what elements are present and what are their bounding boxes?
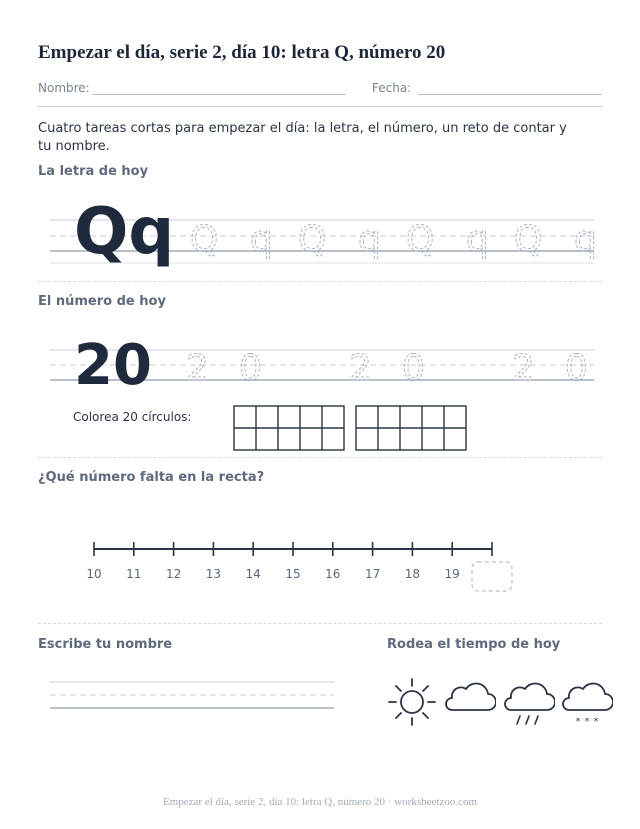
letter-trace-glyph[interactable]: Q bbox=[190, 219, 219, 260]
section-divider bbox=[38, 457, 602, 458]
page-title: Empezar el día, serie 2, día 10: letra Q, número 20 bbox=[38, 42, 446, 63]
number-trace-glyph[interactable]: 2 bbox=[512, 348, 535, 389]
number-line-heading: ¿Qué número falta en la recta? bbox=[38, 470, 265, 485]
number-section-heading: El número de hoy bbox=[38, 294, 166, 309]
letter-tracing-area[interactable] bbox=[38, 190, 602, 280]
name-section-heading: Escribe tu nombre bbox=[38, 637, 173, 652]
rain-cloud-icon[interactable] bbox=[503, 680, 555, 728]
weather-section-heading: Rodea el tiempo de hoy bbox=[387, 637, 561, 652]
number-line-label: 10 bbox=[86, 567, 102, 581]
number-line-label: 15 bbox=[285, 567, 301, 581]
number-tracing-area[interactable] bbox=[38, 320, 602, 392]
cloud-icon[interactable] bbox=[444, 680, 496, 714]
number-line bbox=[80, 536, 520, 596]
letter-trace-glyph[interactable]: q bbox=[466, 219, 489, 260]
number-model: 20 bbox=[74, 333, 152, 392]
number-trace-glyph[interactable]: 2 bbox=[186, 348, 209, 389]
letter-trace-glyph[interactable]: Q bbox=[298, 219, 327, 260]
section-divider bbox=[38, 281, 602, 282]
intro-text: Cuatro tareas cortas para empezar el día: la letra, el número, un reto de contar y tu nombre. bbox=[38, 121, 567, 154]
number-trace-glyph[interactable]: 0 bbox=[402, 348, 425, 389]
letter-trace-glyph[interactable]: q bbox=[250, 219, 273, 260]
number-trace-glyph[interactable]: 2 bbox=[349, 348, 372, 389]
number-trace-glyph[interactable]: 0 bbox=[565, 348, 588, 389]
letter-trace-glyph[interactable]: Q bbox=[406, 219, 435, 260]
sun-icon[interactable] bbox=[386, 676, 438, 728]
number-line-label: 11 bbox=[126, 567, 142, 581]
number-line-label: 17 bbox=[364, 567, 381, 581]
svg-text:*: * bbox=[593, 717, 599, 727]
number-line-label: 12 bbox=[165, 567, 182, 581]
number-line-label: 14 bbox=[245, 567, 261, 581]
svg-text:*: * bbox=[575, 717, 581, 727]
section-divider bbox=[38, 623, 602, 624]
name-writing-lines[interactable] bbox=[38, 672, 338, 716]
letter-trace-glyph[interactable]: Q bbox=[514, 219, 543, 260]
color-prompt: Colorea 20 círculos: bbox=[73, 410, 192, 424]
footer: Empezar el día, serie 2, día 10: letra Q, número 20 · worksheetzoo.com bbox=[163, 796, 477, 808]
name-field[interactable] bbox=[92, 94, 346, 95]
missing-number-box[interactable] bbox=[472, 562, 512, 591]
letter-trace-glyph[interactable]: q bbox=[574, 219, 597, 260]
ten-frames[interactable] bbox=[232, 404, 470, 452]
number-line-label: 13 bbox=[205, 567, 222, 581]
header-divider bbox=[38, 106, 602, 107]
date-label: Fecha: bbox=[372, 81, 412, 95]
letter-model: Qq bbox=[74, 195, 175, 269]
snow-cloud-icon[interactable] bbox=[561, 680, 613, 728]
letter-trace-glyph[interactable]: q bbox=[358, 219, 381, 260]
svg-text:*: * bbox=[584, 717, 590, 727]
number-trace-glyph[interactable]: 0 bbox=[239, 348, 262, 389]
number-line-label: 16 bbox=[325, 567, 341, 581]
number-line-label: 18 bbox=[404, 567, 421, 581]
letter-section-heading: La letra de hoy bbox=[38, 164, 149, 179]
number-line-label: 19 bbox=[444, 567, 460, 581]
date-field[interactable] bbox=[418, 94, 602, 95]
name-label: Nombre: bbox=[38, 81, 90, 95]
